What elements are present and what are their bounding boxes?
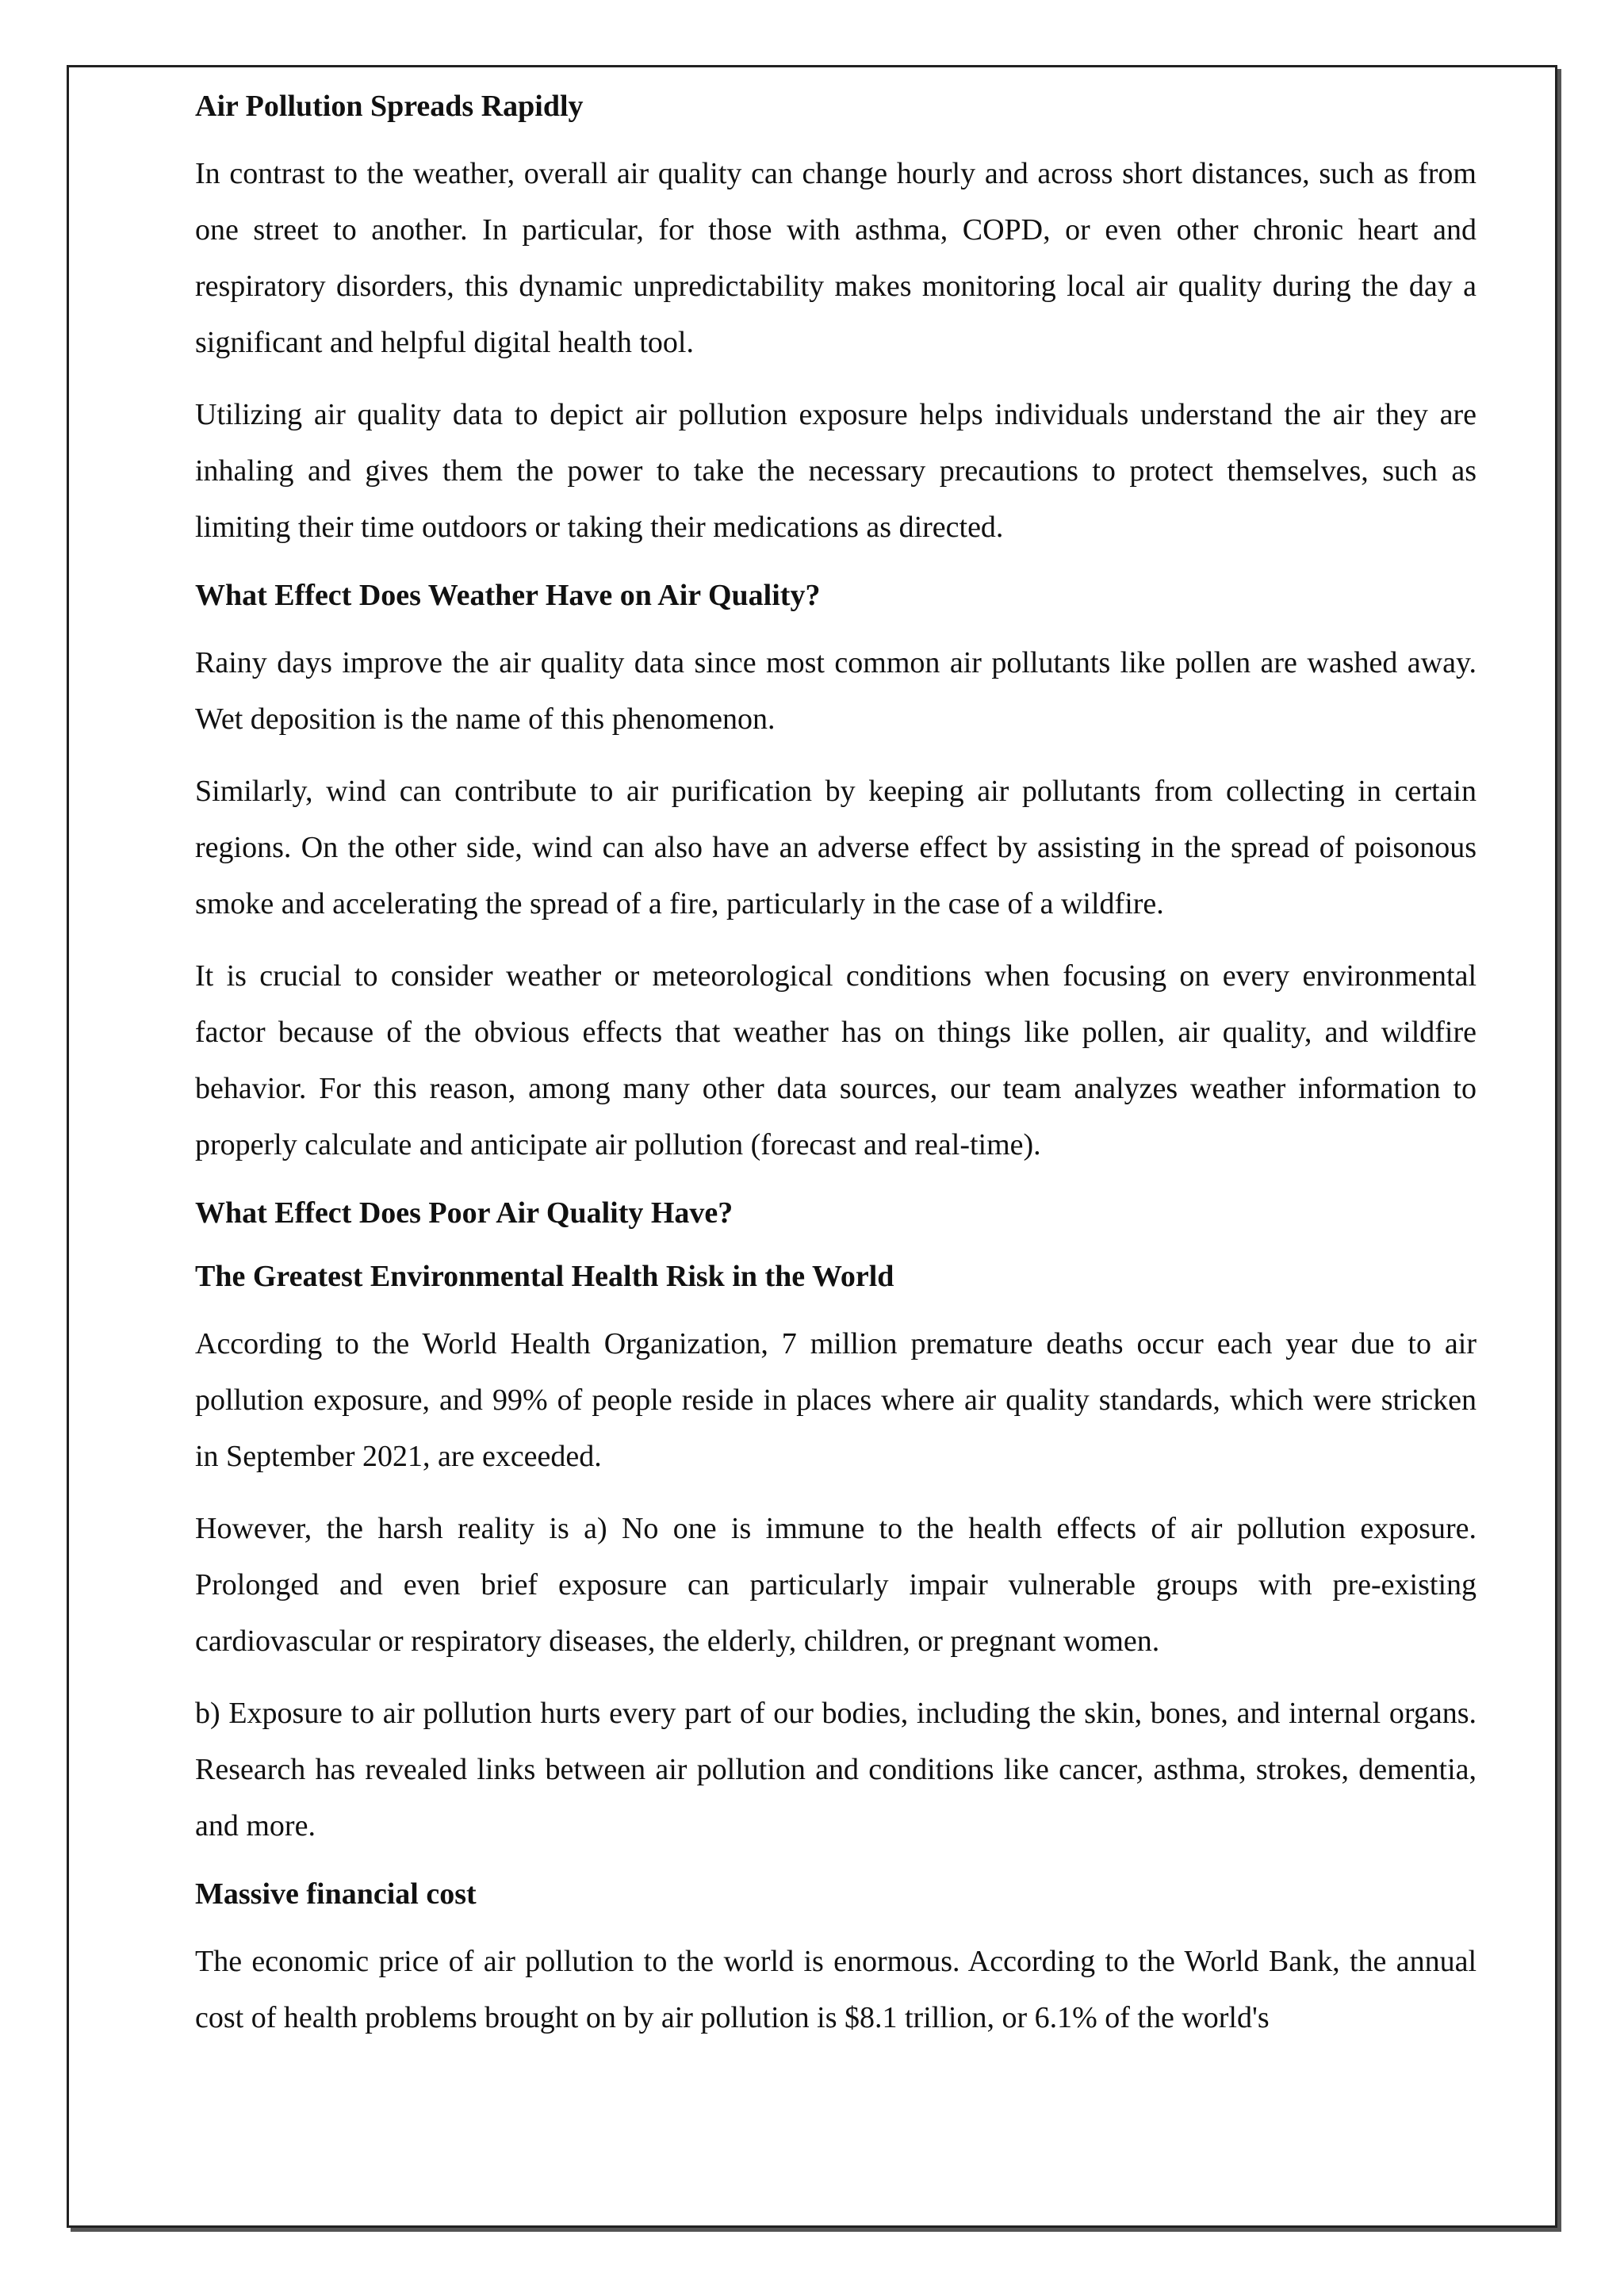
heading-financial-cost: Massive financial cost bbox=[195, 1877, 477, 1911]
heading-weather-effect: What Effect Does Weather Have on Air Quality? bbox=[195, 579, 821, 612]
paragraph: Similarly, wind can contribute to air purification by keeping air pollutants from collecting in certain regions. On the other side, wind can also have an adverse effect by assisting in the spread of poisonous smoke and accelerating the spread of a fire, particularly in the case of a wildfire. bbox=[195, 775, 1477, 920]
paragraph: Utilizing air quality data to depict air pollution exposure helps individuals understand the air they are inhaling and gives them the power to take the necessary precautions to protect themselves, such as limiting their time outdoors or taking their medications as directed. bbox=[195, 398, 1477, 544]
heading-air-pollution-spreads: Air Pollution Spreads Rapidly bbox=[195, 90, 584, 123]
paragraph: However, the harsh reality is a) No one is immune to the health effects of air pollution exposure. Prolonged and even brief exposure can particularly impair vulnerable groups with pre-existing cardiovascular or respiratory diseases, the elderly, children, or pregnant women. bbox=[195, 1512, 1477, 1658]
paragraph: Rainy days improve the air quality data since most common air pollutants like pollen are washed away. Wet deposition is the name of this phenomenon. bbox=[195, 646, 1477, 736]
heading-poor-air-quality: What Effect Does Poor Air Quality Have? bbox=[195, 1196, 733, 1230]
paragraph: In contrast to the weather, overall air quality can change hourly and across short distances, such as from one street to another. In particular, for those with asthma, COPD, or even other chronic heart and respiratory disorders, this dynamic unpredictability makes monitoring local air quality during the day a significant and helpful digital health tool. bbox=[195, 157, 1477, 359]
paragraph: b) Exposure to air pollution hurts every part of our bodies, including the skin, bones, and internal organs. Research has revealed links between air pollution and conditions like cancer, asthma, strokes, dementia, and more. bbox=[195, 1697, 1477, 1843]
paragraph: It is crucial to consider weather or meteorological conditions when focusing on every environmental factor because of the obvious effects that weather has on things like pollen, air quality, and wildfire behavior. For this reason, among many other data sources, our team analyzes weather information to properly calculate and anticipate air pollution (forecast and real-time). bbox=[195, 959, 1477, 1161]
heading-greatest-health-risk: The Greatest Environmental Health Risk in the World bbox=[195, 1260, 894, 1293]
paragraph: The economic price of air pollution to the world is enormous. According to the World Bank, the annual cost of health problems brought on by air pollution is $8.1 trillion, or 6.1% of the world's bbox=[195, 1945, 1477, 2034]
paragraph: According to the World Health Organization, 7 million premature deaths occur each year due to air pollution exposure, and 99% of people reside in places where air quality standards, which were stricken in September 2021, are exceeded. bbox=[195, 1327, 1477, 1473]
document-body bbox=[195, 82, 1477, 2062]
